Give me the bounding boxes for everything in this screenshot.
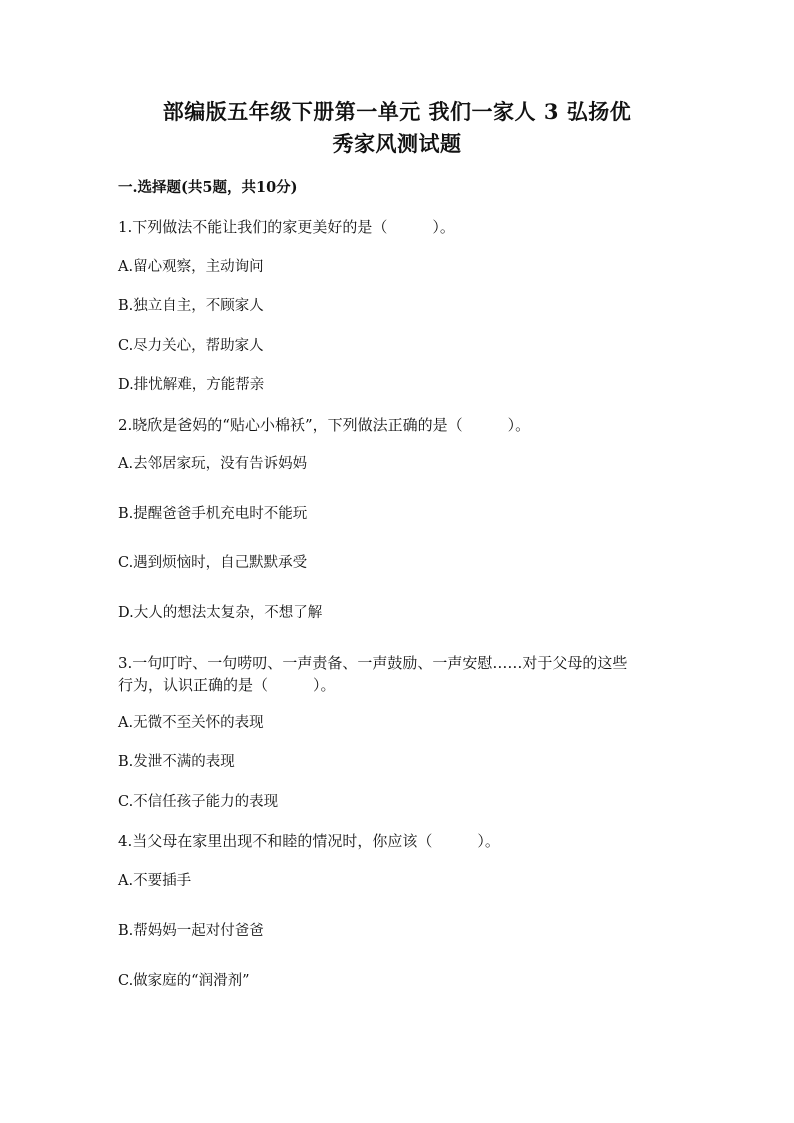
question-1-option-c: C.尽力关心，帮助家人: [118, 338, 264, 354]
question-1-option-a: A.留心观察，主动询问: [118, 259, 264, 275]
question-4-option-c: C.做家庭的“润滑剂”: [118, 973, 250, 989]
question-3-option-a: A.无微不至关怀的表现: [118, 715, 264, 731]
question-3-stem-line-2: 行为，认识正确的是（ ）。: [118, 676, 336, 694]
question-3-option-c: C.不信任孩子能力的表现: [118, 794, 279, 810]
page-title-line-2: 秀家风测试题: [332, 131, 462, 156]
question-2-option-d: D.大人的想法太复杂，不想了解: [118, 605, 323, 621]
question-2-option-c: C.遇到烦恼时，自己默默承受: [118, 555, 308, 571]
question-3-stem-line-1: 3.一句叮咛、一句唠叨、一声责备、一声鼓励、一声安慰……对于父母的这些: [118, 654, 628, 672]
question-1-option-b: B.独立自主，不顾家人: [118, 298, 264, 314]
question-4-stem: 4.当父母在家里出现不和睦的情况时，你应该（ ）。: [118, 832, 500, 850]
question-3-option-b: B.发泄不满的表现: [118, 754, 235, 770]
question-2-option-a: A.去邻居家玩，没有告诉妈妈: [118, 456, 308, 472]
question-4-option-b: B.帮妈妈一起对付爸爸: [118, 923, 264, 939]
question-4-option-a: A.不要插手: [118, 873, 192, 889]
question-1-option-d: D.排忧解难，方能帮亲: [118, 377, 265, 393]
question-1-stem: 1.下列做法不能让我们的家更美好的是（ ）。: [118, 218, 455, 236]
page-title-line-1: 部编版五年级下册第一单元 我们一家人 3 弘扬优: [162, 99, 632, 124]
question-2-stem: 2.晓欣是爸妈的“贴心小棉袄”，下列做法正确的是（ ）。: [118, 416, 531, 434]
section-heading: 一.选择题(共5题，共10分): [118, 179, 298, 196]
question-2-option-b: B.提醒爸爸手机充电时不能玩: [118, 506, 308, 522]
